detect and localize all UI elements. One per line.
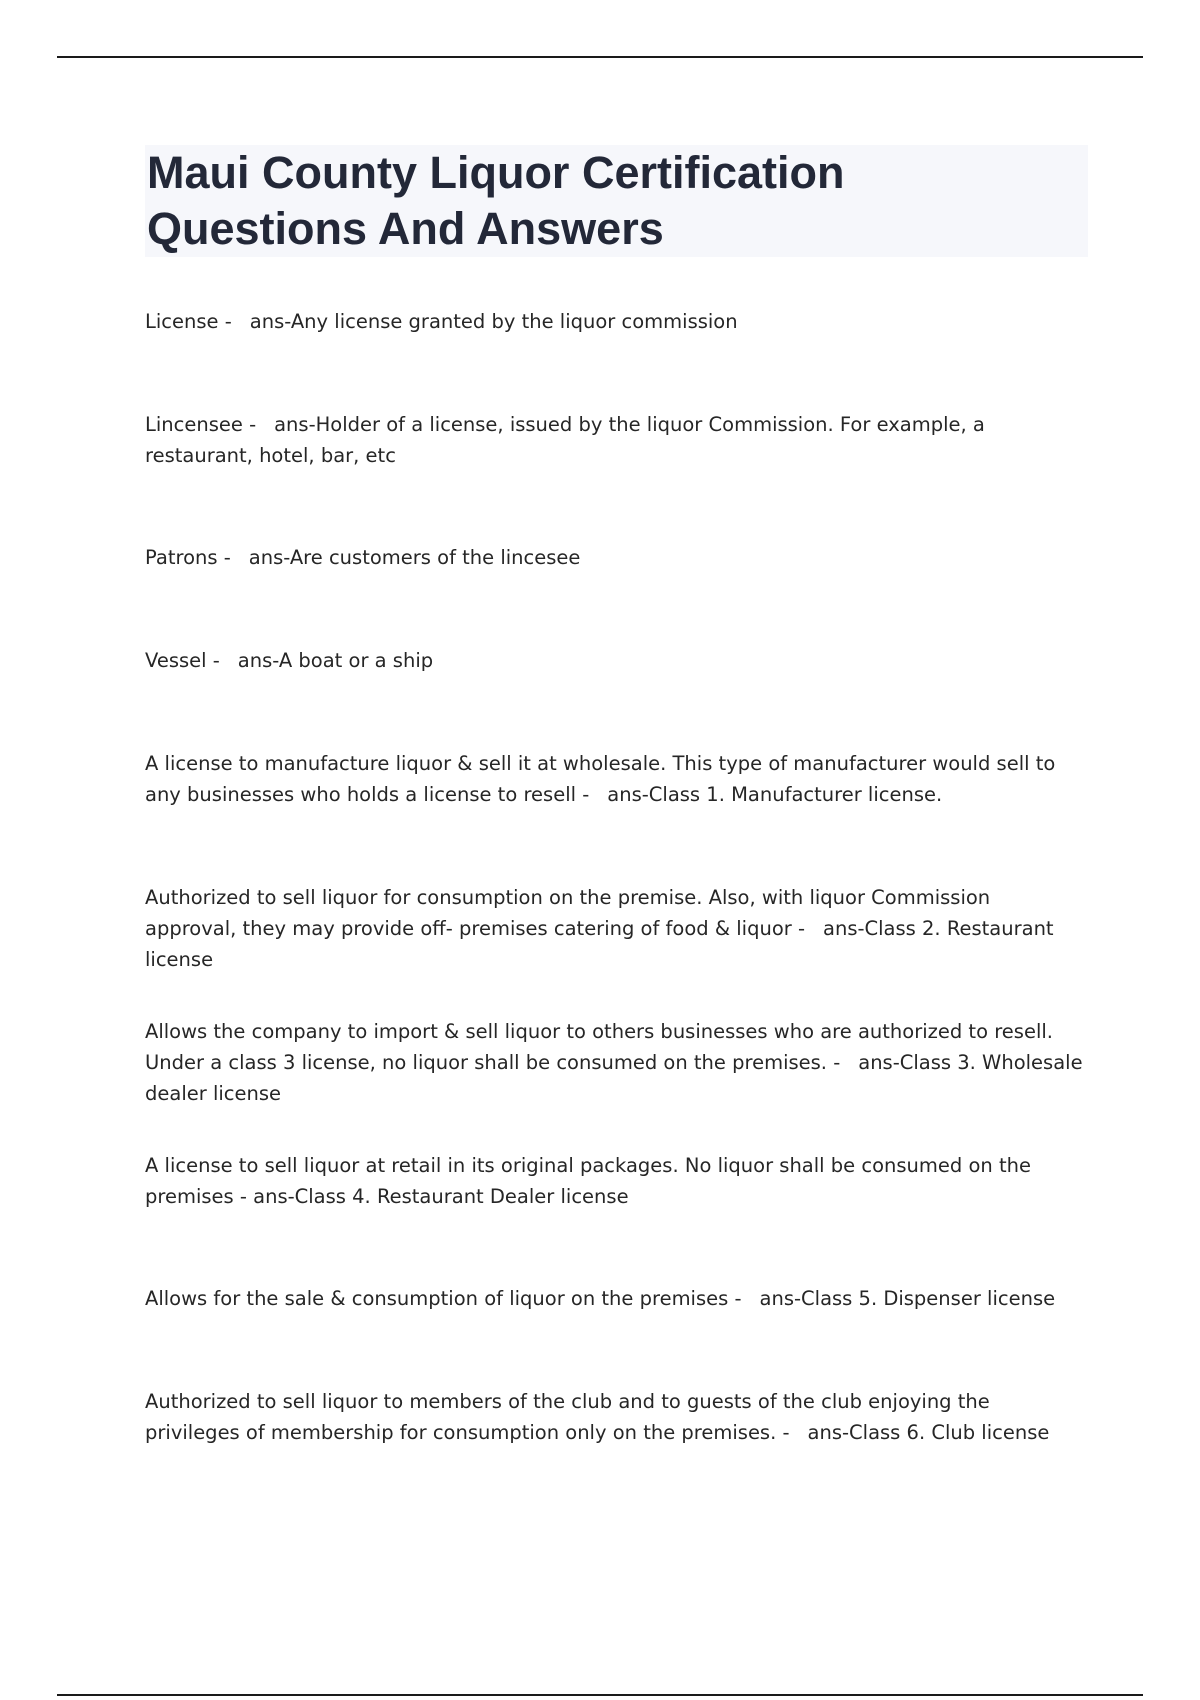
- qa-answer: ans-Class 1. Manufacturer license.: [607, 783, 943, 806]
- qa-term: Allows the company to import & sell liquor to others businesses who are authorized to resell. Under a class 3 license, no liquor shall be consumed on the premises. -: [145, 1020, 1053, 1074]
- title-block: [145, 145, 1088, 257]
- qa-item: [145, 1016, 1085, 1109]
- qa-term: A license to manufacture liquor & sell it at wholesale. This type of manufacturer would sell to any businesses who holds a license to resell -: [145, 752, 1056, 806]
- page-title-line-2: Questions And Answers: [147, 203, 664, 254]
- qa-term: A license to sell liquor at retail in its original packages. No liquor shall be consumed on the premises -: [145, 1154, 1031, 1208]
- qa-answer: ans-Class 4. Restaurant Dealer license: [253, 1185, 629, 1208]
- qa-answer: ans-Class 6. Club license: [807, 1421, 1050, 1444]
- qa-answer: ans-Class 5. Dispenser license: [759, 1287, 1056, 1310]
- qa-answer: ans-Class 2. Restaurant license: [145, 917, 1054, 971]
- qa-term: Authorized to sell liquor to members of the club and to guests of the club enjoying the privileges of membership for consumption only on the premises. -: [145, 1390, 990, 1444]
- qa-item: [145, 306, 1085, 337]
- page-title: [147, 145, 1088, 257]
- qa-term: Lincensee -: [145, 413, 257, 436]
- qa-item: [145, 1386, 1085, 1448]
- qa-item: [145, 542, 1085, 573]
- bottom-divider: [57, 1694, 1143, 1696]
- qa-item: [145, 1283, 1085, 1314]
- qa-answer: ans-Are customers of the lincesee: [248, 546, 581, 569]
- qa-term: Patrons -: [145, 546, 231, 569]
- page-title-line-1: Maui County Liquor Certification: [147, 147, 845, 198]
- qa-item: [145, 645, 1085, 676]
- qa-term: Vessel -: [145, 649, 220, 672]
- qa-item: [145, 409, 1085, 471]
- top-divider: [57, 56, 1143, 58]
- qa-answer: ans-Class 3. Wholesale dealer license: [145, 1051, 1083, 1105]
- qa-item: [145, 882, 1085, 975]
- qa-item: [145, 1150, 1085, 1212]
- qa-answer: ans-Holder of a license, issued by the liquor Commission. For example, a restaurant, hotel, bar, etc: [145, 413, 985, 467]
- qa-term: Authorized to sell liquor for consumption on the premise. Also, with liquor Commission approval, they may provide off- premises catering of food & liquor -: [145, 886, 991, 940]
- qa-item: [145, 748, 1085, 810]
- qa-term: Allows for the sale & consumption of liquor on the premises -: [145, 1287, 742, 1310]
- qa-answer: ans-A boat or a ship: [237, 649, 434, 672]
- qa-answer: ans-Any license granted by the liquor commission: [249, 310, 738, 333]
- qa-term: License -: [145, 310, 232, 333]
